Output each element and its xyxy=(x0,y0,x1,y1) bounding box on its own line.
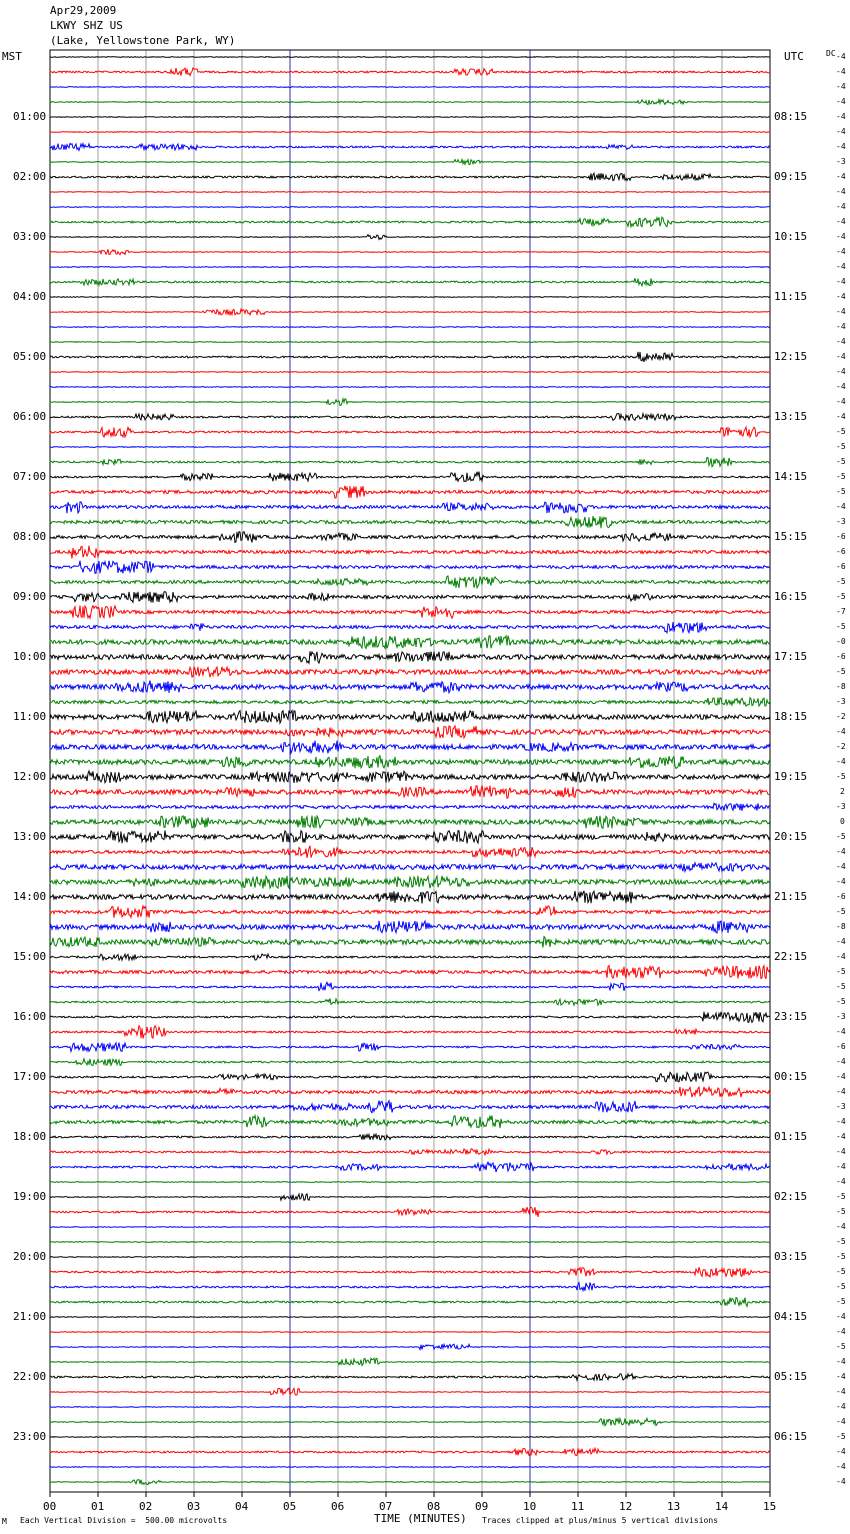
dc-value: -4 xyxy=(836,1222,846,1231)
dc-value: -8 xyxy=(836,922,846,931)
mst-hour-label: 02:00 xyxy=(13,170,47,183)
utc-hour-label: 19:15 xyxy=(774,770,808,783)
dc-value: -5 xyxy=(836,1267,846,1276)
trace-25 xyxy=(50,427,770,437)
dc-value: -6 xyxy=(836,547,846,556)
trace-49 xyxy=(50,786,770,799)
utc-hour-label: 14:15 xyxy=(774,470,808,483)
trace-17 xyxy=(50,309,770,315)
trace-78 xyxy=(50,1227,770,1228)
trace-71 xyxy=(50,1116,770,1129)
dc-value: -4 xyxy=(836,397,846,406)
trace-43 xyxy=(50,698,770,706)
dc-value: -8 xyxy=(836,682,846,691)
trace-3 xyxy=(50,100,770,105)
utc-hour-label: 20:15 xyxy=(774,830,808,843)
dc-value: -5 xyxy=(836,1297,846,1306)
utc-hour-label: 15:15 xyxy=(774,530,808,543)
trace-19 xyxy=(50,342,770,343)
x-tick-label: 03 xyxy=(187,1500,201,1513)
trace-5 xyxy=(50,132,770,133)
trace-55 xyxy=(50,876,770,889)
trace-84 xyxy=(50,1317,770,1318)
trace-8 xyxy=(50,173,770,180)
x-tick-label: 15 xyxy=(763,1500,777,1513)
trace-37 xyxy=(50,606,770,619)
dc-value: -4 xyxy=(836,877,846,886)
dc-value: -4 xyxy=(836,97,846,106)
utc-hour-label: 09:15 xyxy=(774,170,808,183)
x-tick-label: 01 xyxy=(91,1500,105,1513)
trace-79 xyxy=(50,1242,770,1243)
mst-hour-label: 17:00 xyxy=(13,1070,47,1083)
dc-value: -4 xyxy=(836,112,846,121)
scale-note: Each Vertical Division = 500.00 microvolts xyxy=(20,1516,228,1525)
utc-hour-label: 21:15 xyxy=(774,890,808,903)
trace-31 xyxy=(50,516,770,528)
trace-83 xyxy=(50,1298,770,1307)
utc-hour-label: 04:15 xyxy=(774,1310,808,1323)
trace-54 xyxy=(50,863,770,872)
x-tick-label: 08 xyxy=(427,1500,441,1513)
dc-label: DC xyxy=(826,49,836,58)
dc-value: -5 xyxy=(836,1342,846,1351)
dc-value: -4 xyxy=(836,847,846,856)
utc-hour-label: 17:15 xyxy=(774,650,808,663)
trace-77 xyxy=(50,1207,770,1217)
trace-81 xyxy=(50,1267,770,1277)
trace-52 xyxy=(50,831,770,844)
dc-value: -4 xyxy=(836,382,846,391)
trace-30 xyxy=(50,502,770,513)
utc-hour-label: 01:15 xyxy=(774,1130,808,1143)
dc-value: -4 xyxy=(836,367,846,376)
utc-hour-label: 13:15 xyxy=(774,410,808,423)
dc-value: -4 xyxy=(836,952,846,961)
x-tick-label: 13 xyxy=(667,1500,681,1513)
trace-64 xyxy=(50,1012,770,1023)
dc-value: -4 xyxy=(836,277,846,286)
mst-hour-label: 08:00 xyxy=(13,530,47,543)
trace-66 xyxy=(50,1043,770,1052)
trace-32 xyxy=(50,532,770,543)
trace-46 xyxy=(50,741,770,754)
utc-hour-label: 16:15 xyxy=(774,590,808,603)
utc-hour-label: 00:15 xyxy=(774,1070,808,1083)
dc-value: -4 xyxy=(836,82,846,91)
record-date: Apr29,2009 xyxy=(50,4,117,17)
trace-88 xyxy=(50,1374,770,1380)
station-location: (Lake, Yellowstone Park, WY) xyxy=(50,34,236,47)
trace-76 xyxy=(50,1194,770,1200)
mst-hour-label: 14:00 xyxy=(13,890,47,903)
x-tick-label: 05 xyxy=(283,1500,297,1513)
dc-value: -0 xyxy=(836,637,846,646)
trace-91 xyxy=(50,1418,770,1425)
trace-75 xyxy=(50,1182,770,1183)
trace-48 xyxy=(50,771,770,783)
mst-hour-label: 18:00 xyxy=(13,1130,47,1143)
mst-hour-label: 12:00 xyxy=(13,770,47,783)
trace-44 xyxy=(50,711,770,723)
utc-hour-label: 08:15 xyxy=(774,110,808,123)
dc-value: -4 xyxy=(836,1027,846,1036)
trace-4 xyxy=(50,117,770,118)
dc-value: -3 xyxy=(836,517,846,526)
utc-hour-label: 06:15 xyxy=(774,1430,808,1443)
mst-hour-label: 15:00 xyxy=(13,950,47,963)
trace-38 xyxy=(50,622,770,633)
station-code: LKWY SHZ US xyxy=(50,19,123,32)
dc-value: -4 xyxy=(836,1477,846,1486)
dc-value: -5 xyxy=(836,997,846,1006)
dc-value: -4 xyxy=(836,1177,846,1186)
utc-hour-label: 22:15 xyxy=(774,950,808,963)
mst-hour-label: 10:00 xyxy=(13,650,47,663)
trace-86 xyxy=(50,1344,770,1349)
dc-value: -4 xyxy=(836,67,846,76)
utc-hour-label: 02:15 xyxy=(774,1190,808,1203)
dc-value: -4 xyxy=(836,322,846,331)
x-tick-label: 10 xyxy=(523,1500,537,1513)
trace-33 xyxy=(50,546,770,559)
trace-27 xyxy=(50,458,770,467)
dc-value: -5 xyxy=(836,1237,846,1246)
trace-82 xyxy=(50,1282,770,1290)
trace-35 xyxy=(50,576,770,588)
trace-58 xyxy=(50,921,770,933)
dc-value: -5 xyxy=(836,772,846,781)
dc-value: -5 xyxy=(836,457,846,466)
dc-value: -7 xyxy=(836,607,846,616)
trace-7 xyxy=(50,160,770,165)
mst-hour-label: 21:00 xyxy=(13,1310,47,1323)
trace-89 xyxy=(50,1388,770,1395)
utc-hour-label: 18:15 xyxy=(774,710,808,723)
dc-value: -4 xyxy=(836,1132,846,1141)
dc-value: -4 xyxy=(836,142,846,151)
mst-hour-label: 09:00 xyxy=(13,590,47,603)
x-axis-ticks xyxy=(50,1492,770,1497)
seismic-traces xyxy=(50,57,770,1485)
mst-hour-label: 11:00 xyxy=(13,710,47,723)
dc-value: -4 xyxy=(836,127,846,136)
utc-hour-label: 03:15 xyxy=(774,1250,808,1263)
dc-value: -4 xyxy=(836,232,846,241)
trace-16 xyxy=(50,297,770,298)
dc-value: -4 xyxy=(836,1402,846,1411)
trace-67 xyxy=(50,1059,770,1066)
x-tick-label: 06 xyxy=(331,1500,345,1513)
dc-value: -5 xyxy=(836,667,846,676)
dc-value: -5 xyxy=(836,1192,846,1201)
clip-note: Traces clipped at plus/minus 5 vertical divisions xyxy=(482,1516,719,1525)
trace-65 xyxy=(50,1026,770,1039)
trace-34 xyxy=(50,561,770,574)
trace-94 xyxy=(50,1467,770,1468)
dc-value: -4 xyxy=(836,1162,846,1171)
footer-mark: M xyxy=(2,1517,7,1526)
dc-value: -4 xyxy=(836,307,846,316)
dc-value: -4 xyxy=(836,172,846,181)
trace-73 xyxy=(50,1149,770,1155)
trace-90 xyxy=(50,1407,770,1408)
dc-value: -3 xyxy=(836,1012,846,1021)
mst-hour-label: 03:00 xyxy=(13,230,47,243)
dc-value: -4 xyxy=(836,52,846,61)
dc-value: -4 xyxy=(836,937,846,946)
trace-41 xyxy=(50,667,770,677)
trace-50 xyxy=(50,803,770,811)
dc-value: -4 xyxy=(836,292,846,301)
dc-value: -4 xyxy=(836,1462,846,1471)
trace-93 xyxy=(50,1448,770,1455)
mst-axis-label: MST xyxy=(2,50,22,63)
dc-value: -4 xyxy=(836,202,846,211)
trace-36 xyxy=(50,592,770,603)
trace-1 xyxy=(50,68,770,76)
dc-value: -5 xyxy=(836,472,846,481)
trace-74 xyxy=(50,1162,770,1172)
mst-hour-label: 06:00 xyxy=(13,410,47,423)
trace-51 xyxy=(50,816,770,829)
mst-hour-label: 16:00 xyxy=(13,1010,47,1023)
trace-56 xyxy=(50,891,770,904)
trace-11 xyxy=(50,217,770,227)
mst-hour-label: 07:00 xyxy=(13,470,47,483)
dc-value: -4 xyxy=(836,1087,846,1096)
trace-39 xyxy=(50,636,770,649)
dc-value: -3 xyxy=(836,802,846,811)
x-tick-label: 07 xyxy=(379,1500,393,1513)
trace-42 xyxy=(50,681,770,693)
dc-value: -4 xyxy=(836,217,846,226)
trace-6 xyxy=(50,144,770,151)
dc-value: -4 xyxy=(836,1417,846,1426)
trace-10 xyxy=(50,207,770,208)
dc-value: -2 xyxy=(836,742,846,751)
trace-47 xyxy=(50,756,770,769)
trace-29 xyxy=(50,486,770,498)
trace-28 xyxy=(50,472,770,482)
trace-15 xyxy=(50,278,770,286)
dc-value: -5 xyxy=(836,1252,846,1261)
dc-value: -4 xyxy=(836,352,846,361)
trace-0 xyxy=(50,57,770,58)
dc-value: -6 xyxy=(836,892,846,901)
mst-hour-label: 23:00 xyxy=(13,1430,47,1443)
dc-value: -4 xyxy=(836,1387,846,1396)
utc-axis-label: UTC xyxy=(784,50,804,63)
trace-69 xyxy=(50,1087,770,1097)
trace-53 xyxy=(50,846,770,858)
trace-68 xyxy=(50,1072,770,1082)
mst-hour-label: 20:00 xyxy=(13,1250,47,1263)
dc-value: -3 xyxy=(836,1102,846,1111)
time-grid xyxy=(50,50,770,1492)
trace-23 xyxy=(50,399,770,406)
dc-value: 0 xyxy=(840,817,845,826)
trace-20 xyxy=(50,352,770,362)
trace-60 xyxy=(50,954,770,960)
trace-2 xyxy=(50,87,770,88)
x-tick-label: 02 xyxy=(139,1500,153,1513)
trace-95 xyxy=(50,1480,770,1485)
dc-value: -4 xyxy=(836,187,846,196)
trace-80 xyxy=(50,1257,770,1258)
dc-value: -4 xyxy=(836,862,846,871)
trace-24 xyxy=(50,414,770,421)
trace-87 xyxy=(50,1358,770,1365)
trace-61 xyxy=(50,966,770,979)
mst-hour-label: 22:00 xyxy=(13,1370,47,1383)
dc-value: -5 xyxy=(836,1432,846,1441)
mst-hour-label: 13:00 xyxy=(13,830,47,843)
dc-value: -2 xyxy=(836,712,846,721)
dc-value: -4 xyxy=(836,502,846,511)
trace-72 xyxy=(50,1134,770,1140)
trace-9 xyxy=(50,192,770,193)
trace-21 xyxy=(50,372,770,373)
trace-13 xyxy=(50,249,770,254)
x-tick-label: 11 xyxy=(571,1500,585,1513)
trace-85 xyxy=(50,1332,770,1333)
dc-value: -5 xyxy=(836,622,846,631)
x-axis-title: TIME (MINUTES) xyxy=(374,1512,467,1525)
trace-59 xyxy=(50,937,770,948)
trace-45 xyxy=(50,726,770,738)
dc-value: -6 xyxy=(836,562,846,571)
dc-value: 2 xyxy=(840,787,845,796)
trace-12 xyxy=(50,235,770,240)
x-tick-label: 00 xyxy=(43,1500,57,1513)
dc-value: -5 xyxy=(836,442,846,451)
utc-hour-label: 12:15 xyxy=(774,350,808,363)
dc-value: -5 xyxy=(836,427,846,436)
dc-value: -5 xyxy=(836,967,846,976)
utc-hour-label: 05:15 xyxy=(774,1370,808,1383)
dc-value: -5 xyxy=(836,907,846,916)
utc-hour-label: 23:15 xyxy=(774,1010,808,1023)
x-tick-label: 12 xyxy=(619,1500,633,1513)
dc-value: -3 xyxy=(836,697,846,706)
dc-value: -4 xyxy=(836,1072,846,1081)
dc-value: -5 xyxy=(836,592,846,601)
trace-70 xyxy=(50,1101,770,1113)
dc-value: -4 xyxy=(836,262,846,271)
trace-40 xyxy=(50,651,770,663)
x-tick-label: 09 xyxy=(475,1500,489,1513)
dc-value: -4 xyxy=(836,1312,846,1321)
trace-18 xyxy=(50,327,770,328)
dc-value: -4 xyxy=(836,1447,846,1456)
trace-14 xyxy=(50,267,770,268)
mst-hour-label: 01:00 xyxy=(13,110,47,123)
dc-value: -4 xyxy=(836,1117,846,1126)
utc-hour-label: 11:15 xyxy=(774,290,808,303)
dc-value: -6 xyxy=(836,652,846,661)
mst-hour-label: 19:00 xyxy=(13,1190,47,1203)
dc-value: -5 xyxy=(836,487,846,496)
dc-value: -6 xyxy=(836,1042,846,1051)
utc-hour-label: 10:15 xyxy=(774,230,808,243)
dc-value: -4 xyxy=(836,757,846,766)
dc-value: -3 xyxy=(836,157,846,166)
dc-value: -5 xyxy=(836,1207,846,1216)
dc-value: -4 xyxy=(836,412,846,421)
x-tick-label: 04 xyxy=(235,1500,249,1513)
dc-value: -4 xyxy=(836,1372,846,1381)
plot-frame xyxy=(50,50,770,1492)
trace-57 xyxy=(50,906,770,918)
dc-value: -4 xyxy=(836,1357,846,1366)
dc-value: -4 xyxy=(836,337,846,346)
mst-hour-label: 05:00 xyxy=(13,350,47,363)
dc-value: -5 xyxy=(836,1282,846,1291)
mst-hour-label: 04:00 xyxy=(13,290,47,303)
trace-92 xyxy=(50,1437,770,1438)
trace-26 xyxy=(50,447,770,448)
dc-value: -6 xyxy=(836,532,846,541)
trace-62 xyxy=(50,982,770,991)
dc-value: -5 xyxy=(836,982,846,991)
trace-22 xyxy=(50,387,770,388)
dc-value: -4 xyxy=(836,727,846,736)
dc-value: -5 xyxy=(836,832,846,841)
dc-value: -4 xyxy=(836,247,846,256)
dc-value: -4 xyxy=(836,1057,846,1066)
dc-value: -4 xyxy=(836,1147,846,1156)
dc-value: -4 xyxy=(836,1327,846,1336)
trace-63 xyxy=(50,999,770,1006)
x-tick-label: 14 xyxy=(715,1500,729,1513)
dc-value: -5 xyxy=(836,577,846,586)
